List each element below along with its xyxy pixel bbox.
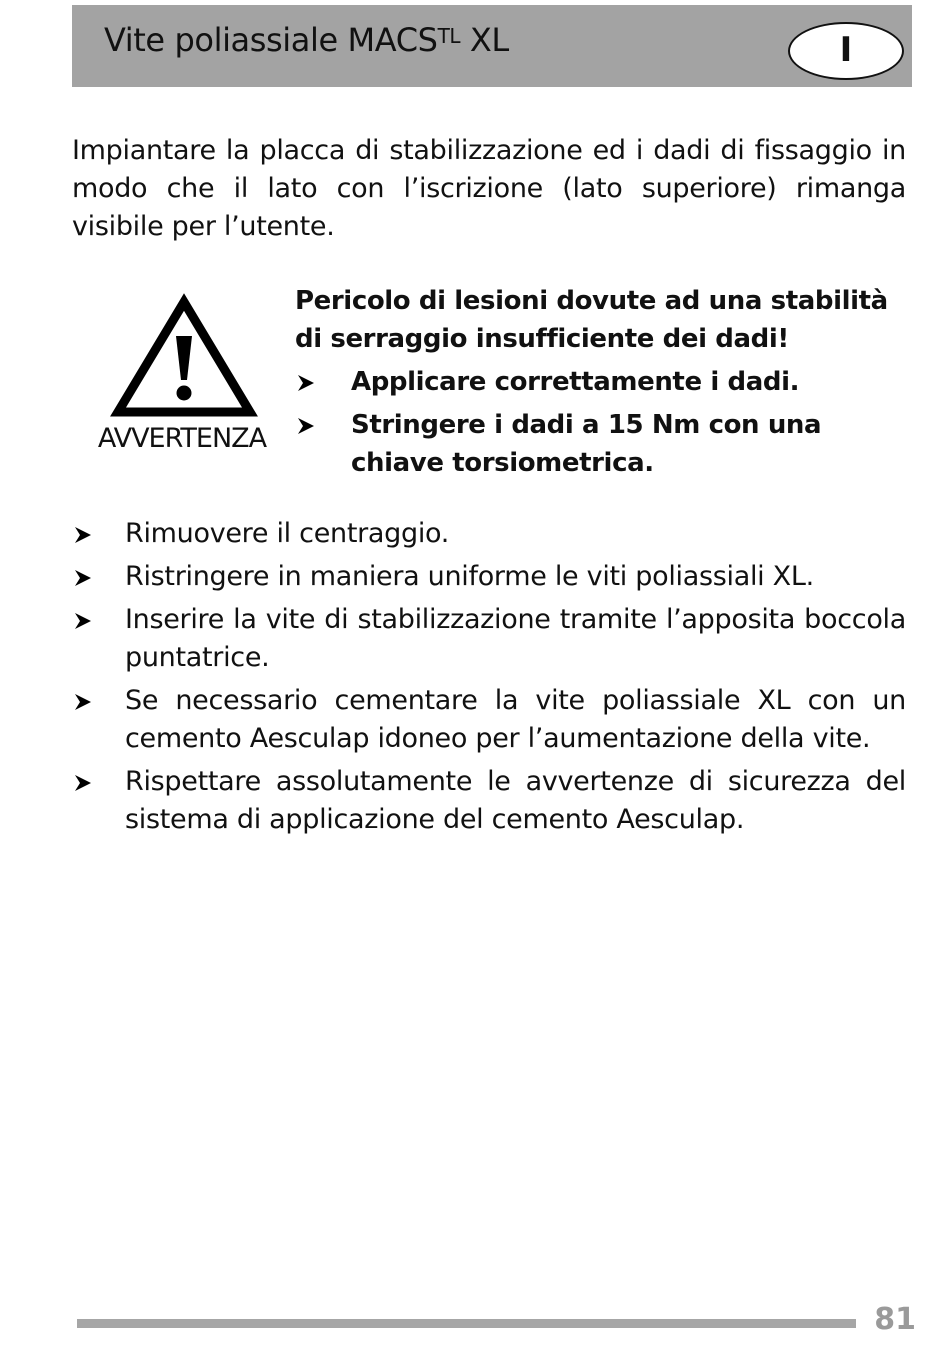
arrowhead-bullet-icon	[74, 612, 92, 630]
header-bar	[72, 5, 912, 87]
arrowhead-bullet-icon	[297, 417, 315, 435]
instruction-step-text: Se necessario cementare la vite poliassiale XL con un cemento Aesculap idoneo per l’aumentazione della vite.	[125, 685, 906, 754]
instruction-step-text: Ristringere in maniera uniforme le viti poliassiali XL.	[125, 561, 814, 592]
instruction-list	[72, 515, 906, 844]
warning-step	[295, 363, 905, 401]
warning-triangle-icon	[110, 292, 258, 420]
instruction-step-text: Inserire la vite di stabilizzazione tramite l’apposita boccola puntatrice.	[125, 604, 906, 673]
page-title	[104, 19, 509, 61]
instruction-step	[72, 682, 906, 758]
title-main: Vite poliassiale MACS	[104, 21, 438, 59]
warning-block	[295, 282, 905, 487]
title-suffix: XL	[460, 21, 509, 59]
warning-heading: Pericolo di lesioni dovute ad una stabilità di serraggio insufficiente dei dadi!	[295, 286, 888, 354]
page-number: 81	[874, 1302, 916, 1337]
arrowhead-bullet-icon	[297, 374, 315, 392]
warning-step-text: Stringere i dadi a 15 Nm con una chiave torsiometrica.	[351, 410, 822, 478]
instruction-step-text: Rimuovere il centraggio.	[125, 518, 450, 549]
arrowhead-bullet-icon	[74, 526, 92, 544]
instruction-step	[72, 763, 906, 839]
footer-rule	[77, 1319, 856, 1328]
instruction-step	[72, 515, 906, 553]
warning-step	[295, 406, 905, 482]
arrowhead-bullet-icon	[74, 569, 92, 587]
instruction-step-text: Rispettare assolutamente le avvertenze di sicurezza del sistema di applicazione del cemento Aesculap.	[125, 766, 906, 835]
language-badge: I	[788, 22, 904, 80]
instruction-step	[72, 558, 906, 596]
intro-paragraph: Impiantare la placca di stabilizzazione ed i dadi di fissaggio in modo che il lato con l’iscrizione (lato superiore) rimanga visibile per l’utente.	[72, 135, 906, 242]
title-superscript: TL	[437, 24, 461, 48]
warning-label: AVVERTENZA	[97, 423, 267, 454]
instruction-step	[72, 601, 906, 677]
warning-step-text: Applicare correttamente i dadi.	[351, 367, 800, 397]
warning-step-list	[295, 363, 905, 482]
arrowhead-bullet-icon	[74, 774, 92, 792]
arrowhead-bullet-icon	[74, 693, 92, 711]
